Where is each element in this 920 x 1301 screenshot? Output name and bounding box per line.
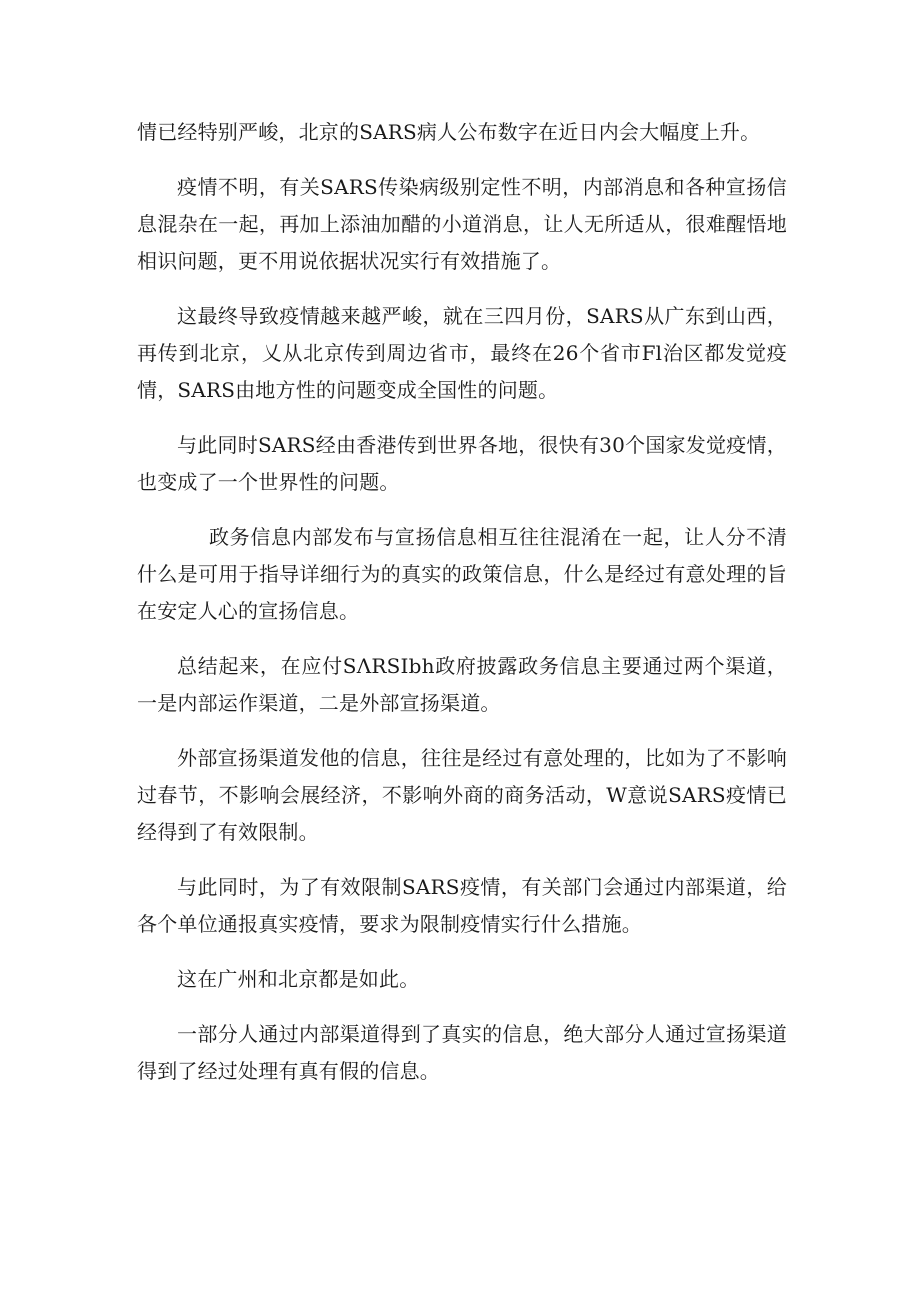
document-body bbox=[137, 114, 787, 1108]
paragraph-8: 与此同时，为了有效限制SARS疫情，有关部门会通过内部渠道，给各个单位通报真实疫情，要求为限制疫情实行什么措施。 bbox=[137, 875, 787, 936]
paragraph-9: 这在广州和北京都是如此。 bbox=[177, 967, 420, 991]
paragraph-10: 一部分人通过内部渠道得到了真实的信息，绝大部分人通过宣扬渠道得到了经过处理有真有假的信息。 bbox=[137, 1022, 787, 1083]
paragraph-4: 与此同时SARS经由香港传到世界各地，很快有30个国家发觉疫情，也变成了一个世界性的问题。 bbox=[137, 433, 787, 494]
paragraph-3: 这最终导致疫情越来越严峻，就在三四月份，SARS从广东到山西，再传到北京，乂从北京传到周边省市，最终在26个省市Fl治区都发觉疫情，SARS由地方性的问题变成全国性的问题。 bbox=[137, 304, 787, 402]
paragraph-6: 总结起来，在应付SΛRSIbh政府披露政务信息主要通过两个渠道，一是内部运作渠道，二是外部宣扬渠道。 bbox=[137, 654, 787, 715]
paragraph-2: 疫情不明，有关SARS传染病级别定性不明，内部消息和各种宣扬信息混杂在一起，再加上添油加醋的小道消息，让人无所适从，很难醒悟地相识问题，更不用说依据状况实行有效措施了。 bbox=[137, 175, 787, 273]
paragraph-1: 情已经特别严峻，北京的SARS病人公布数字在近日内会大幅度上升。 bbox=[137, 120, 761, 144]
paragraph-5: 政务信息内部发布与宣扬信息相互往往混淆在一起，让人分不清什么是可用于指导详细行为的真实的政策信息，什么是经过有意处理的旨在安定人心的宣扬信息。 bbox=[137, 525, 787, 623]
paragraph-7: 外部宣扬渠道发他的信息，往往是经过有意处理的，比如为了不影响过春节，不影响会展经济，不影响外商的商务活动，W意说SARS疫情已经得到了有效限制。 bbox=[137, 746, 787, 844]
